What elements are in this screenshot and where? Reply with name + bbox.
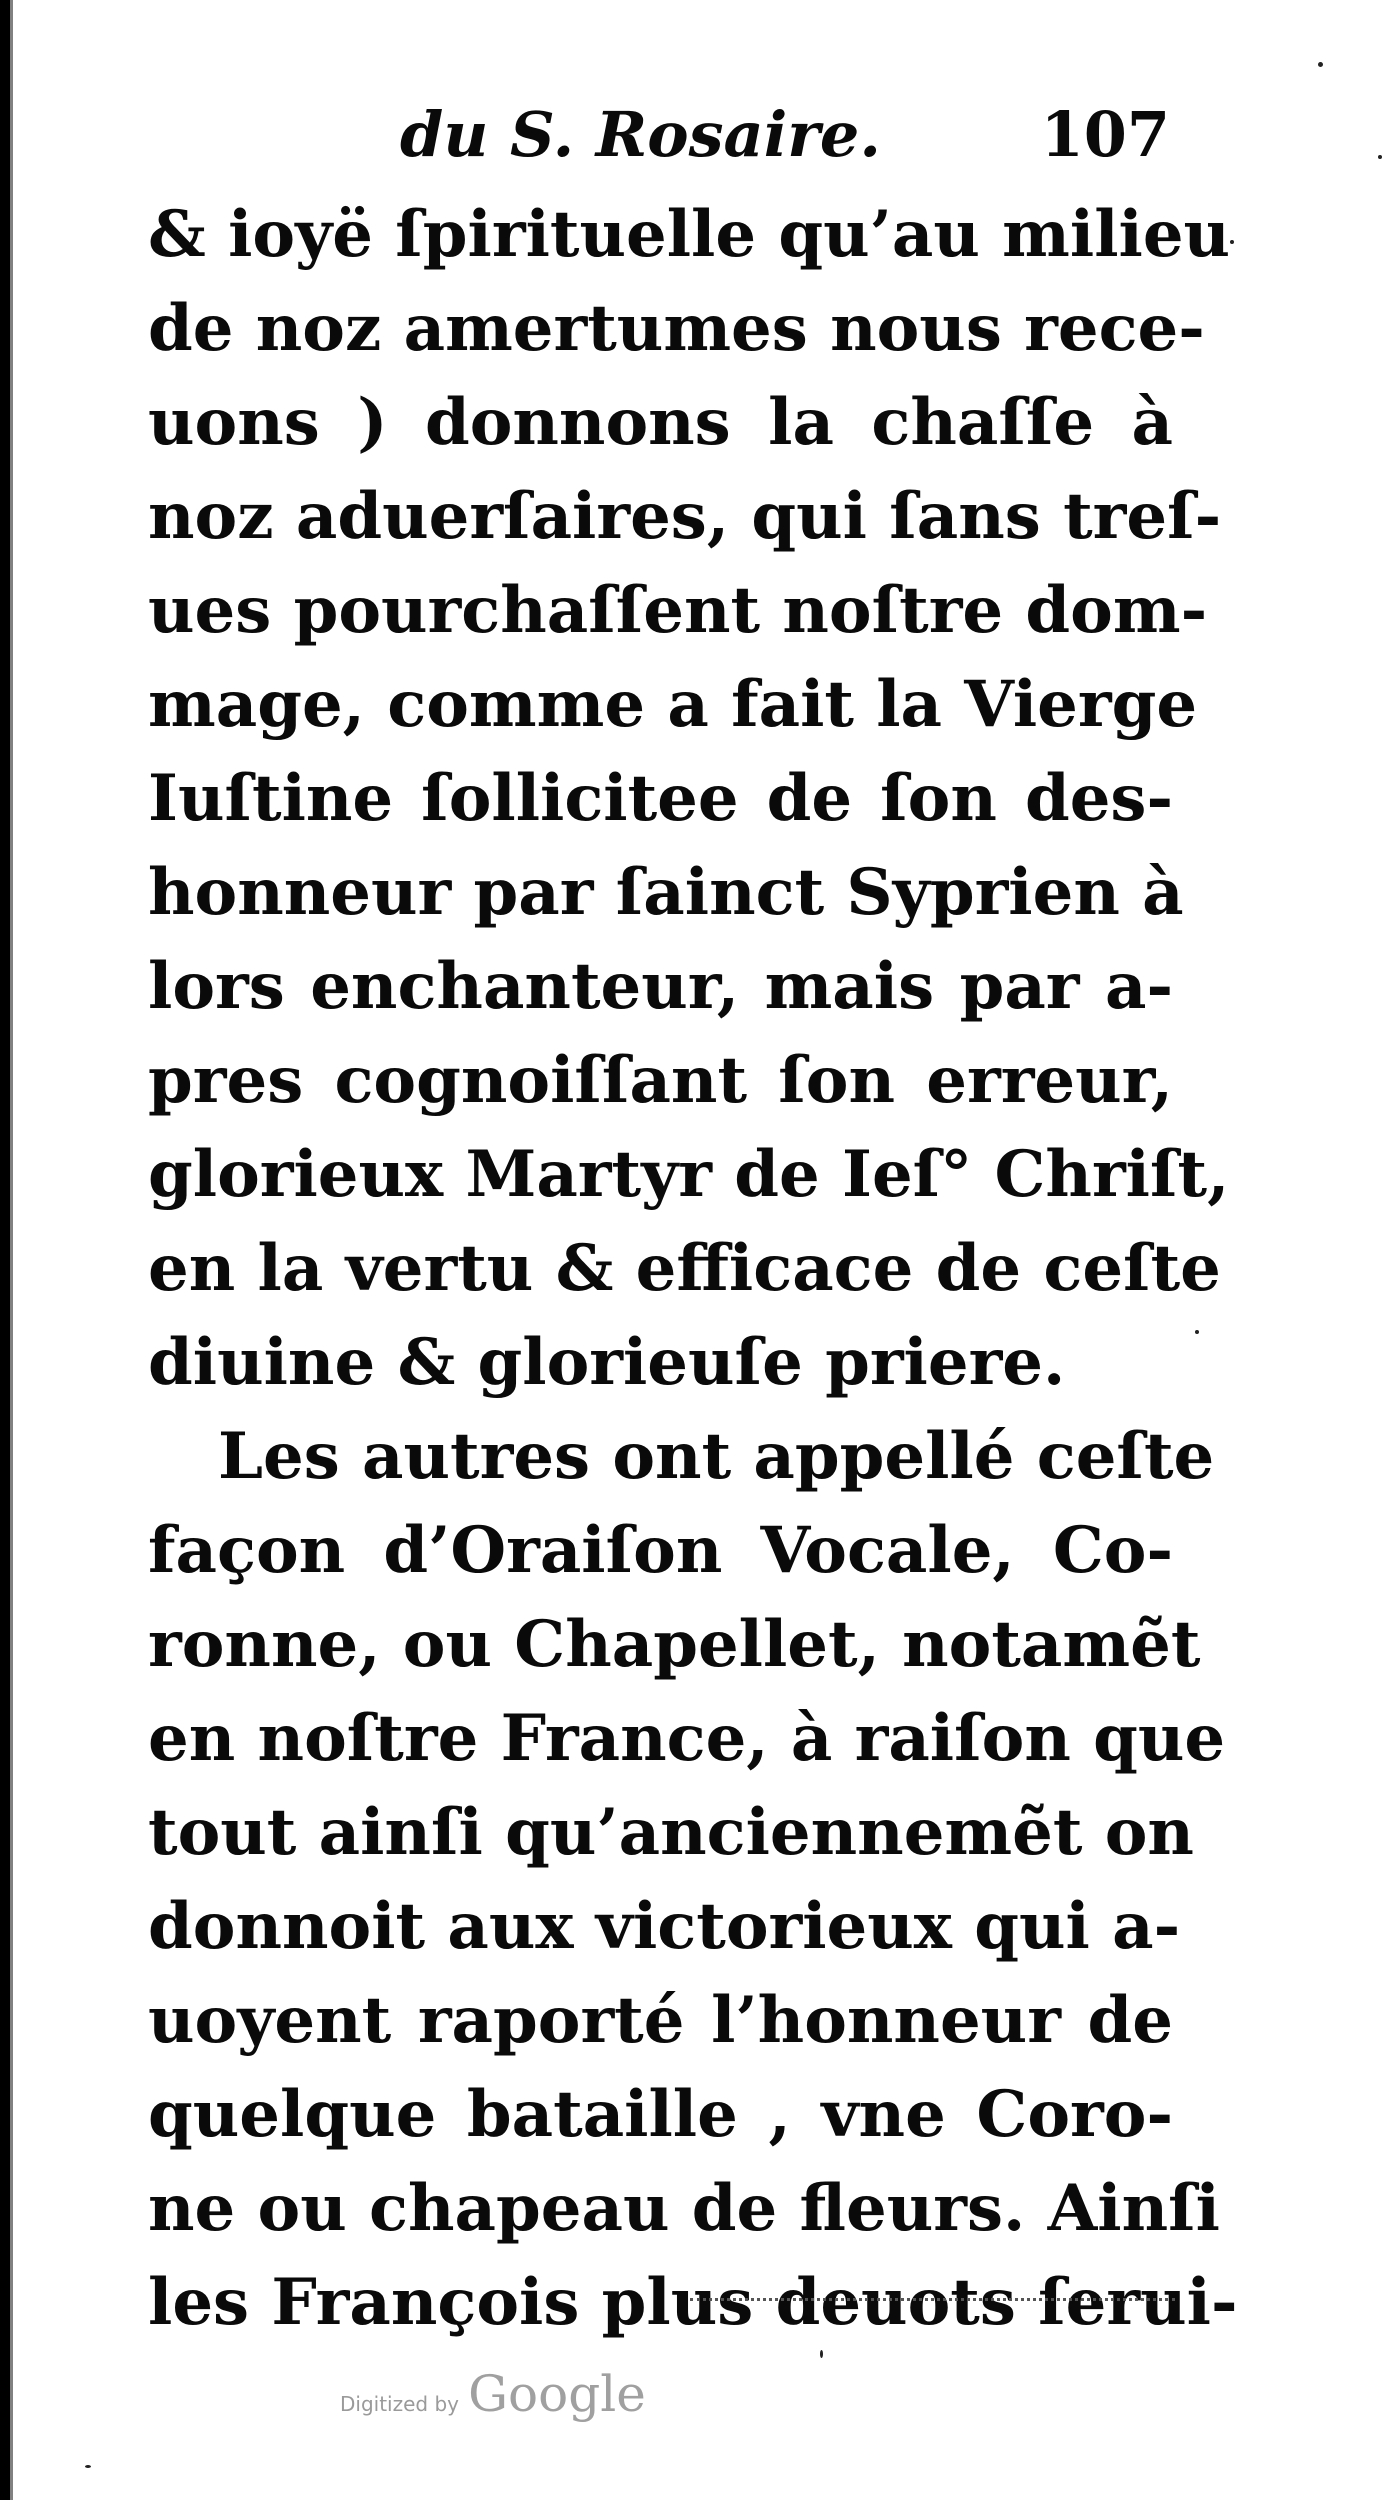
page-number: 107 [1040,98,1170,171]
ink-speck [820,2350,823,2358]
text-line: lors enchanteur, mais par a- [148,949,1173,1024]
text-line: mage, comme a fait la Vierge [148,667,1198,742]
text-line: les François plus deuots ſerui- [148,2265,1238,2340]
text-line: en noſtre France, à raiſon que [148,1701,1226,1776]
text-line: ronne, ou Chapellet, notamẽt [148,1607,1201,1682]
text-line: de noz amertumes nous rece- [148,291,1205,366]
text-line: noz aduerſaires, qui ſans treſ- [148,479,1222,554]
text-line: Iuſtine ſollicitee de ſon des- [148,761,1173,836]
text-line: honneur par ſainct Syprien à [148,855,1184,930]
text-line: tout ainſi qu’anciennemẽt on [148,1795,1194,1870]
digitized-by-label: Digitized by [340,2392,459,2416]
google-logo: Google [468,2365,646,2423]
body-text [148,188,1238,2350]
text-line: quelque bataille , vne Coro- [148,2077,1173,2152]
ink-speck [1230,240,1234,244]
text-line: & ioyë ſpirituelle qu’au milieu [148,197,1231,272]
text-line: uoyent raporté l’honneur de [148,1983,1173,2058]
page-left-edge-fade [10,0,13,2500]
text-line: pres cognoiſſant ſon erreur, [148,1043,1173,1118]
ink-speck [1195,1330,1199,1334]
text-line: en la vertu & efficace de ceſte [148,1231,1221,1306]
digitization-watermark [340,2365,646,2445]
ink-speck [1318,62,1323,67]
text-line-paragraph-end: diuine & glorieuſe priere. [148,1325,1066,1400]
page-left-edge-shadow [0,0,10,2500]
text-line-paragraph-start: Les autres ont appellé ceſte [218,1419,1215,1494]
page-header [400,95,1170,175]
text-line: ues pourchaſſent noſtre dom- [148,573,1208,648]
catchword-rule [690,2298,1175,2301]
running-title: du S. Rosaire. [400,98,881,171]
text-line: donnoit aux victorieux qui a- [148,1889,1181,1964]
ink-speck [1378,155,1382,159]
text-line: façon d’Oraiſon Vocale, Co- [148,1513,1173,1588]
text-line: ne ou chapeau de fleurs. Ainſi [148,2171,1220,2246]
ink-speck [85,2465,91,2468]
text-line: glorieux Martyr de Ieſ° Chriſt, [148,1137,1230,1212]
text-line: uons ) donnons la chaſſe à [148,385,1173,460]
